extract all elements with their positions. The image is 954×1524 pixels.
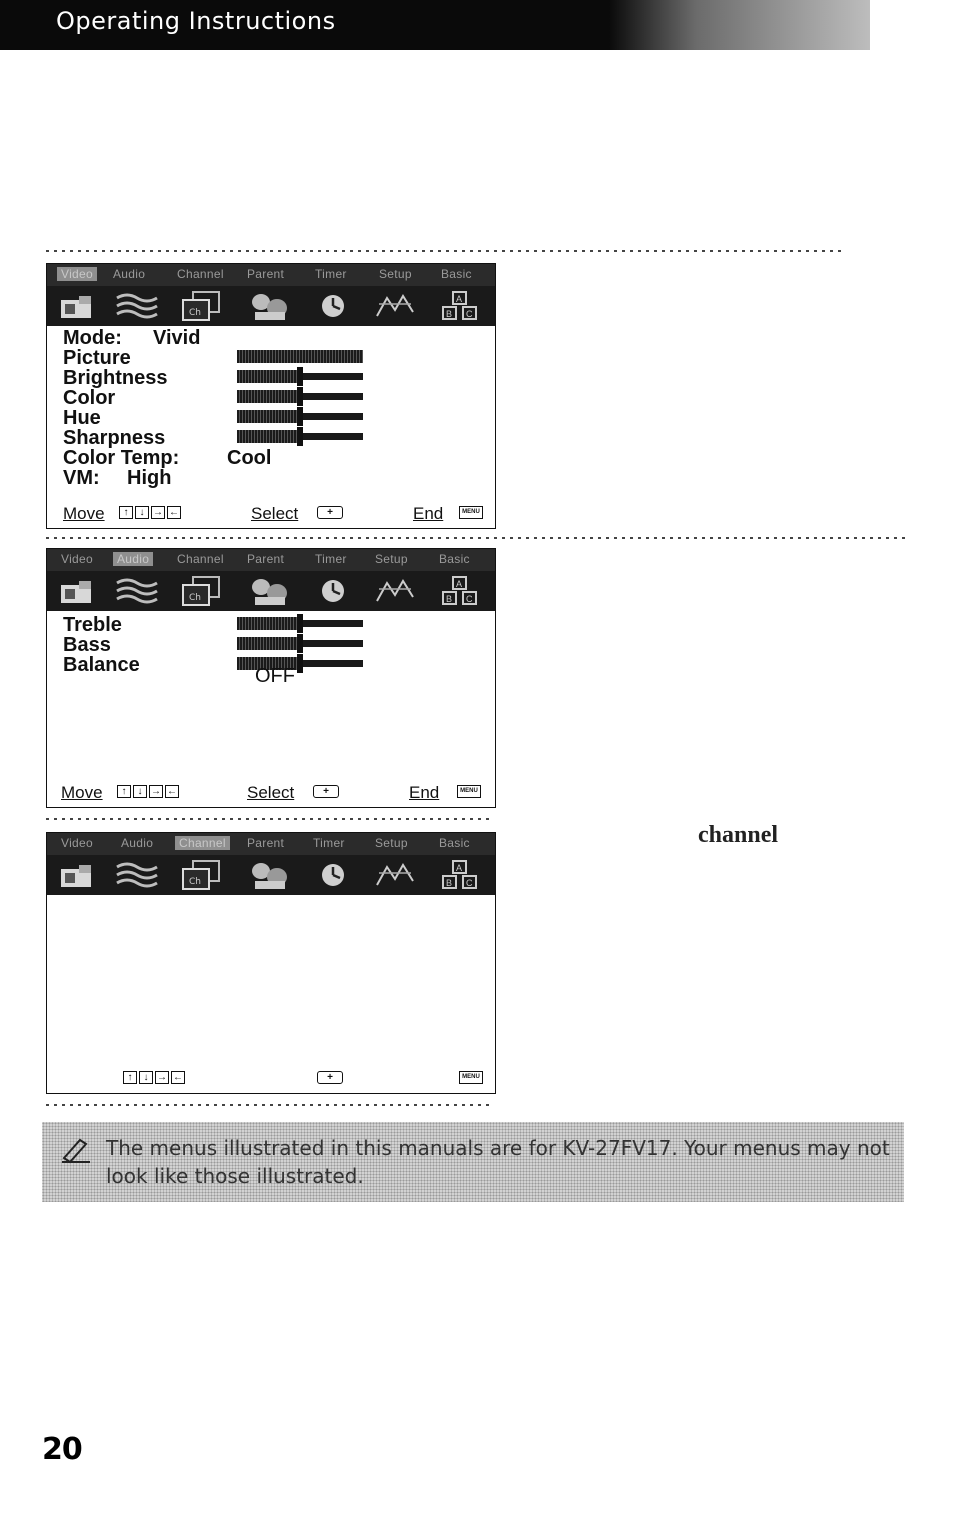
bar-track bbox=[300, 620, 363, 627]
tab-parent[interactable]: Parent bbox=[247, 836, 285, 850]
menu-key-icon: MENU bbox=[459, 1071, 483, 1084]
bar-track bbox=[300, 640, 363, 647]
page-number: 20 bbox=[42, 1432, 82, 1467]
channel-icon[interactable] bbox=[179, 575, 223, 607]
select-key bbox=[317, 506, 343, 520]
up-arrow-icon: ↑ bbox=[123, 1071, 137, 1084]
video-menu-screen bbox=[46, 263, 496, 529]
audio-icon[interactable] bbox=[115, 290, 159, 322]
menu-value-mode: Vivid bbox=[153, 327, 201, 349]
brightness-level-bar[interactable] bbox=[237, 370, 363, 383]
hue-level-bar[interactable] bbox=[237, 410, 363, 423]
left-arrow-icon: ← bbox=[167, 786, 177, 797]
menu-item-treble[interactable]: Treble bbox=[63, 614, 122, 636]
setup-icon[interactable] bbox=[373, 290, 417, 322]
right-arrow-icon: → bbox=[157, 1072, 167, 1083]
svg-text:Ch: Ch bbox=[189, 877, 201, 887]
channel-label: channel bbox=[698, 822, 779, 848]
footer-select-label: Select bbox=[247, 783, 295, 802]
move-keys bbox=[119, 506, 181, 520]
video-icon[interactable] bbox=[57, 290, 101, 322]
basic-icon[interactable] bbox=[437, 575, 481, 607]
menu-icon-bar bbox=[47, 286, 495, 326]
timer-icon[interactable] bbox=[311, 575, 355, 607]
channel-icon[interactable] bbox=[179, 290, 223, 322]
channel-menu-screen bbox=[46, 832, 496, 1094]
down-arrow-icon: ↓ bbox=[135, 506, 149, 519]
svg-text:B: B bbox=[446, 594, 453, 604]
menu-item-color-temp[interactable]: Color Temp: bbox=[63, 447, 180, 469]
menu-item-mode[interactable]: Mode: bbox=[63, 327, 122, 349]
footer-move-label: Move bbox=[61, 783, 103, 802]
bar-slider-handle[interactable] bbox=[297, 614, 303, 633]
tab-channel[interactable]: Channel bbox=[177, 267, 224, 281]
bar-track bbox=[300, 413, 363, 420]
tab-setup[interactable]: Setup bbox=[379, 267, 412, 281]
bar-slider-handle[interactable] bbox=[297, 654, 303, 673]
sharpness-level-bar[interactable] bbox=[237, 430, 363, 443]
tab-video[interactable]: Video bbox=[61, 552, 93, 566]
menu-tabs bbox=[47, 549, 495, 571]
bar-track bbox=[300, 373, 363, 380]
tab-audio[interactable]: Audio bbox=[113, 552, 153, 566]
picture-level-bar[interactable] bbox=[237, 350, 363, 363]
menu-body bbox=[47, 895, 495, 1091]
move-keys bbox=[123, 1071, 185, 1085]
bar-fill bbox=[237, 350, 363, 363]
tab-basic[interactable]: Basic bbox=[439, 552, 470, 566]
bar-slider-handle[interactable] bbox=[297, 387, 303, 406]
tab-channel[interactable]: Channel bbox=[177, 552, 224, 566]
down-arrow-icon: ↓ bbox=[133, 785, 147, 798]
tab-video[interactable]: Video bbox=[57, 267, 97, 281]
menu-body bbox=[47, 326, 495, 526]
video-icon[interactable] bbox=[57, 859, 101, 891]
basic-icon[interactable] bbox=[437, 859, 481, 891]
joystick-select-icon: + bbox=[317, 1071, 343, 1084]
footer-move-label: Move bbox=[63, 504, 105, 523]
header-title: Operating Instructions bbox=[56, 7, 336, 35]
divider bbox=[46, 250, 846, 252]
setup-icon[interactable] bbox=[373, 859, 417, 891]
menu-tabs bbox=[47, 264, 495, 286]
bar-slider-handle[interactable] bbox=[297, 634, 303, 653]
select-key bbox=[317, 1071, 343, 1085]
divider bbox=[46, 818, 492, 820]
bar-track bbox=[300, 393, 363, 400]
divider bbox=[46, 537, 906, 539]
tab-parent[interactable]: Parent bbox=[247, 552, 285, 566]
footer-select-label: Select bbox=[251, 504, 299, 523]
parent-icon[interactable] bbox=[247, 575, 291, 607]
bass-level-bar[interactable] bbox=[237, 637, 363, 650]
note-pencil-icon bbox=[60, 1136, 92, 1164]
menu-value-color-temp: Cool bbox=[227, 447, 272, 469]
video-icon[interactable] bbox=[57, 575, 101, 607]
bar-fill bbox=[237, 430, 300, 443]
end-key bbox=[459, 1071, 483, 1085]
svg-text:A: A bbox=[456, 294, 463, 304]
menu-item-bass[interactable]: Bass bbox=[63, 634, 111, 656]
bar-fill bbox=[237, 390, 300, 403]
note-text: The menus illustrated in this manuals are for KV-27FV17. Your menus may not look like those illustrated. bbox=[106, 1136, 890, 1188]
menu-item-brightness[interactable]: Brightness bbox=[63, 367, 168, 389]
right-arrow-icon: → bbox=[153, 507, 163, 518]
end-key bbox=[459, 506, 483, 520]
bar-slider-handle[interactable] bbox=[297, 427, 303, 446]
timer-icon[interactable] bbox=[311, 290, 355, 322]
up-arrow-icon: ↑ bbox=[119, 506, 133, 519]
menu-item-color[interactable]: Color bbox=[63, 387, 116, 409]
header-banner bbox=[0, 0, 870, 50]
parent-icon[interactable] bbox=[247, 290, 291, 322]
menu-icon-bar bbox=[47, 571, 495, 611]
menu-footer bbox=[47, 500, 495, 526]
menu-tabs bbox=[47, 833, 495, 855]
channel-icon[interactable] bbox=[179, 859, 223, 891]
up-arrow-icon: ↑ bbox=[117, 785, 131, 798]
tab-audio[interactable]: Audio bbox=[113, 267, 146, 281]
bar-fill bbox=[237, 370, 300, 383]
svg-text:A: A bbox=[456, 863, 463, 873]
tab-parent[interactable]: Parent bbox=[247, 267, 285, 281]
svg-text:Ch: Ch bbox=[189, 308, 201, 318]
joystick-select-icon: + bbox=[313, 785, 339, 798]
svg-text:A: A bbox=[456, 579, 463, 589]
menu-item-hue[interactable]: Hue bbox=[63, 407, 101, 429]
menu-key-icon: MENU bbox=[457, 785, 481, 798]
svg-text:B: B bbox=[446, 878, 453, 888]
end-key bbox=[457, 785, 481, 799]
tab-basic[interactable]: Basic bbox=[441, 267, 472, 281]
setup-icon[interactable] bbox=[373, 575, 417, 607]
tab-setup[interactable]: Setup bbox=[375, 836, 408, 850]
tab-timer[interactable]: Timer bbox=[315, 267, 347, 281]
basic-icon[interactable] bbox=[437, 290, 481, 322]
svg-text:Ch: Ch bbox=[189, 593, 201, 603]
treble-level-bar[interactable] bbox=[237, 617, 363, 630]
menu-item-picture[interactable]: Picture bbox=[63, 347, 131, 369]
timer-icon[interactable] bbox=[311, 859, 355, 891]
audio-icon[interactable] bbox=[115, 859, 159, 891]
tab-basic[interactable]: Basic bbox=[439, 836, 470, 850]
tab-video[interactable]: Video bbox=[61, 836, 93, 850]
menu-body bbox=[47, 611, 495, 805]
menu-icon-bar bbox=[47, 855, 495, 895]
left-arrow-icon: ← bbox=[169, 507, 179, 518]
bar-track bbox=[300, 660, 363, 667]
move-keys bbox=[117, 785, 179, 799]
bar-track bbox=[300, 433, 363, 440]
divider bbox=[46, 1104, 492, 1106]
bar-slider-handle[interactable] bbox=[297, 407, 303, 426]
note-box bbox=[42, 1122, 904, 1202]
tab-timer[interactable]: Timer bbox=[315, 552, 347, 566]
parent-icon[interactable] bbox=[247, 859, 291, 891]
audio-icon[interactable] bbox=[115, 575, 159, 607]
tab-channel[interactable]: Channel bbox=[175, 836, 230, 850]
menu-key-icon: MENU bbox=[459, 506, 483, 519]
down-arrow-icon: ↓ bbox=[139, 1071, 153, 1084]
select-key bbox=[313, 785, 339, 799]
bar-fill bbox=[237, 410, 300, 423]
tab-audio[interactable]: Audio bbox=[121, 836, 154, 850]
svg-text:B: B bbox=[446, 309, 453, 319]
right-arrow-icon: → bbox=[151, 786, 161, 797]
footer-end-label: End bbox=[409, 783, 440, 802]
svg-text:C: C bbox=[466, 594, 473, 604]
audio-menu-screen bbox=[46, 548, 496, 808]
menu-item-balance[interactable]: Balance bbox=[63, 654, 140, 676]
menu-value-vm: High bbox=[127, 467, 172, 489]
footer-end-label: End bbox=[413, 504, 444, 523]
menu-footer bbox=[47, 779, 495, 805]
color-level-bar[interactable] bbox=[237, 390, 363, 403]
menu-value-off: OFF bbox=[255, 665, 295, 687]
menu-item-vm[interactable]: VM: bbox=[63, 467, 100, 489]
bar-fill bbox=[237, 617, 300, 630]
joystick-select-icon: + bbox=[317, 506, 343, 519]
tab-timer[interactable]: Timer bbox=[313, 836, 345, 850]
svg-text:C: C bbox=[466, 309, 473, 319]
svg-text:C: C bbox=[466, 878, 473, 888]
menu-item-sharpness[interactable]: Sharpness bbox=[63, 427, 166, 449]
left-arrow-icon: ← bbox=[173, 1072, 183, 1083]
tab-setup[interactable]: Setup bbox=[375, 552, 408, 566]
menu-footer bbox=[47, 1065, 495, 1091]
bar-slider-handle[interactable] bbox=[297, 367, 303, 386]
bar-fill bbox=[237, 637, 300, 650]
